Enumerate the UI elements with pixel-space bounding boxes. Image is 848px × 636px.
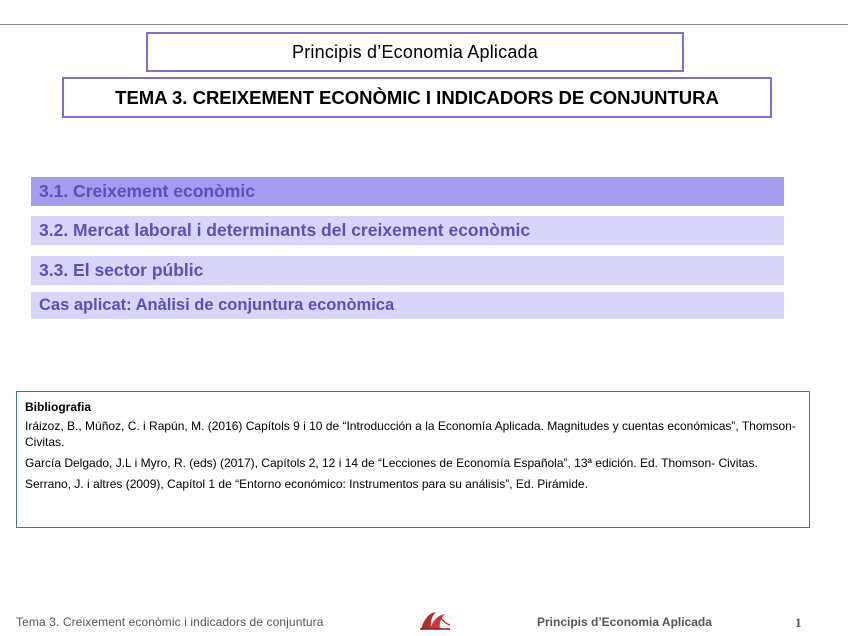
course-title-box [146, 32, 684, 72]
bibliography-box [16, 391, 810, 528]
section-label: Cas aplicat: Anàlisi de conjuntura econòmica [39, 296, 395, 314]
section-label: 3.3. El sector públic [39, 260, 204, 280]
bibliography-entry: Iráizoz, B., Múñoz, C. i Rapún, M. (2016) Capítols 9 i 10 de “Introducción a la Economía Aplicada. Magnitudes y cuentas económicas”, Thomson-Civitas. [25, 419, 796, 449]
university-logo-icon [418, 609, 452, 633]
topic-title-box [62, 77, 772, 118]
topic-title: TEMA 3. CREIXEMENT ECONÒMIC I INDICADORS DE CONJUNTURA [115, 86, 719, 108]
bibliography-entry: Serrano, J. i altres (2009), Capítol 1 de “Entorno económico: Instrumentos para su análisis”, Ed. Pirámide. [25, 477, 588, 491]
footer-course: Principis d’Economia Aplicada [537, 615, 712, 629]
bibliography-entry: García Delgado, J.L i Myro, R. (eds) (2017), Capítols 2, 12 i 14 de “Lecciones de Economía Española”, 13ª edición. Ed. Thomson- Civitas. [25, 456, 758, 470]
top-divider [0, 24, 848, 25]
page-number: 1 [795, 615, 802, 630]
section-item-3-3[interactable] [31, 256, 784, 285]
section-label: 3.2. Mercat laboral i determinants del creixement econòmic [39, 220, 531, 240]
course-title: Principis d’Economia Aplicada [292, 41, 538, 62]
section-item-3-1[interactable] [31, 177, 784, 206]
bibliography-title: Bibliografia [25, 400, 92, 414]
section-label: 3.1. Creixement econòmic [39, 181, 255, 201]
section-item-cas-aplicat[interactable] [31, 292, 784, 319]
footer-topic: Tema 3. Creixement econòmic i indicadors de conjuntura [16, 615, 324, 629]
section-item-3-2[interactable] [31, 216, 784, 245]
